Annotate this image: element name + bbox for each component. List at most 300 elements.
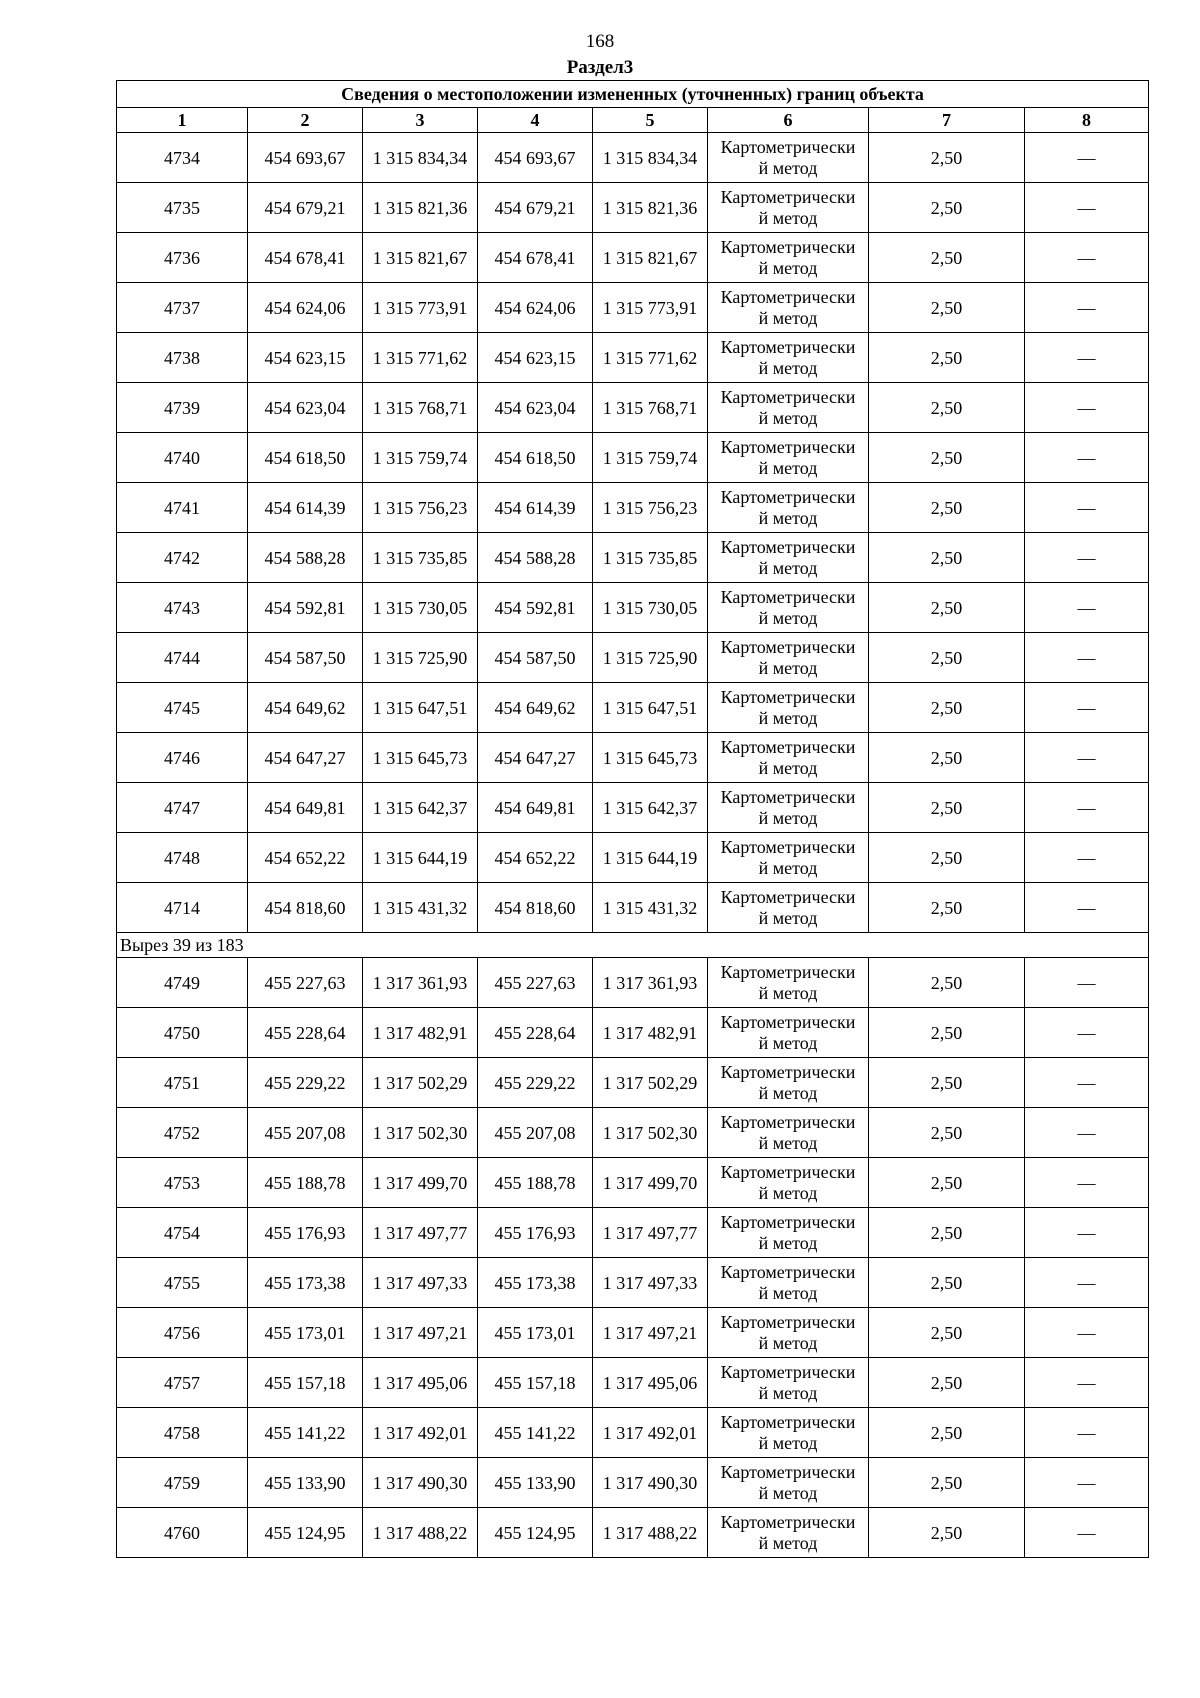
method-line-2: й метод xyxy=(758,907,818,928)
cell-x-old: 454 649,62 xyxy=(248,683,363,733)
cell-accuracy: 2,50 xyxy=(869,1258,1025,1308)
method-line-1: Картометрически xyxy=(720,1461,856,1482)
cell-x-new: 455 157,18 xyxy=(478,1358,593,1408)
cell-method xyxy=(708,1158,869,1208)
table-row xyxy=(117,183,1149,233)
method-line-2: й метод xyxy=(758,1282,818,1303)
cell-accuracy: 2,50 xyxy=(869,533,1025,583)
cell-y-new: 1 315 647,51 xyxy=(593,683,708,733)
method-line-2: й метод xyxy=(758,757,818,778)
method-line-2: й метод xyxy=(758,507,818,528)
cell-x-old: 455 207,08 xyxy=(248,1108,363,1158)
method-line-1: Картометрически xyxy=(720,1211,856,1232)
cell-note: — xyxy=(1025,958,1149,1008)
cell-note: — xyxy=(1025,833,1149,883)
method-line-2: й метод xyxy=(758,607,818,628)
cell-method xyxy=(708,283,869,333)
boundary-coordinates-table xyxy=(116,80,1149,1558)
cell-accuracy: 2,50 xyxy=(869,783,1025,833)
cell-y-old: 1 317 495,06 xyxy=(363,1358,478,1408)
cell-point: 4752 xyxy=(117,1108,248,1158)
cell-y-old: 1 315 645,73 xyxy=(363,733,478,783)
cell-accuracy: 2,50 xyxy=(869,1508,1025,1558)
method-line-1: Картометрически xyxy=(720,1061,856,1082)
cell-point: 4734 xyxy=(117,133,248,183)
cell-x-new: 455 173,38 xyxy=(478,1258,593,1308)
cell-x-new: 455 188,78 xyxy=(478,1158,593,1208)
section-title: Раздел3 xyxy=(566,57,634,78)
cell-method xyxy=(708,1258,869,1308)
cell-y-old: 1 315 647,51 xyxy=(363,683,478,733)
cell-accuracy: 2,50 xyxy=(869,1358,1025,1408)
table-row xyxy=(117,233,1149,283)
table-caption: Сведения о местоположении измененных (уточненных) границ объекта xyxy=(117,81,1149,108)
cell-y-old: 1 317 361,93 xyxy=(363,958,478,1008)
method-line-2: й метод xyxy=(758,307,818,328)
cell-y-new: 1 315 730,05 xyxy=(593,583,708,633)
cell-accuracy: 2,50 xyxy=(869,633,1025,683)
cell-point: 4759 xyxy=(117,1458,248,1508)
cell-y-old: 1 315 756,23 xyxy=(363,483,478,533)
column-number-row xyxy=(117,108,1149,133)
cell-note: — xyxy=(1025,483,1149,533)
cell-x-old: 454 649,81 xyxy=(248,783,363,833)
cell-y-old: 1 317 497,33 xyxy=(363,1258,478,1308)
cell-method xyxy=(708,533,869,583)
cell-y-old: 1 315 730,05 xyxy=(363,583,478,633)
cell-y-new: 1 317 502,29 xyxy=(593,1058,708,1108)
cell-y-new: 1 317 497,21 xyxy=(593,1308,708,1358)
cell-method xyxy=(708,333,869,383)
cell-point: 4714 xyxy=(117,883,248,933)
cell-accuracy: 2,50 xyxy=(869,433,1025,483)
cell-y-old: 1 315 759,74 xyxy=(363,433,478,483)
method-line-2: й метод xyxy=(758,982,818,1003)
cell-note: — xyxy=(1025,1258,1149,1308)
table-row xyxy=(117,483,1149,533)
page-number: 168 xyxy=(585,31,615,52)
cell-y-old: 1 315 644,19 xyxy=(363,833,478,883)
cell-x-new: 454 678,41 xyxy=(478,233,593,283)
method-line-2: й метод xyxy=(758,657,818,678)
method-line-2: й метод xyxy=(758,1382,818,1403)
cell-y-old: 1 315 773,91 xyxy=(363,283,478,333)
method-line-1: Картометрически xyxy=(720,436,856,457)
method-line-1: Картометрически xyxy=(720,886,856,907)
cell-x-old: 454 647,27 xyxy=(248,733,363,783)
column-number: 1 xyxy=(117,108,248,133)
cell-method xyxy=(708,1508,869,1558)
cell-x-new: 455 124,95 xyxy=(478,1508,593,1558)
cell-method xyxy=(708,733,869,783)
cell-note: — xyxy=(1025,583,1149,633)
cell-y-old: 1 317 490,30 xyxy=(363,1458,478,1508)
cell-point: 4741 xyxy=(117,483,248,533)
cell-y-new: 1 315 768,71 xyxy=(593,383,708,433)
cell-x-new: 454 649,62 xyxy=(478,683,593,733)
cell-accuracy: 2,50 xyxy=(869,233,1025,283)
cell-y-new: 1 317 361,93 xyxy=(593,958,708,1008)
table-row xyxy=(117,1358,1149,1408)
cell-x-new: 454 624,06 xyxy=(478,283,593,333)
method-line-2: й метод xyxy=(758,707,818,728)
method-line-2: й метод xyxy=(758,1432,818,1453)
method-line-1: Картометрически xyxy=(720,536,856,557)
method-line-1: Картометрически xyxy=(720,586,856,607)
cell-x-old: 455 188,78 xyxy=(248,1158,363,1208)
method-line-2: й метод xyxy=(758,1482,818,1503)
cell-point: 4748 xyxy=(117,833,248,883)
table-row xyxy=(117,283,1149,333)
method-line-1: Картометрически xyxy=(720,386,856,407)
cell-accuracy: 2,50 xyxy=(869,383,1025,433)
cell-note: — xyxy=(1025,133,1149,183)
cell-point: 4742 xyxy=(117,533,248,583)
method-line-1: Картометрически xyxy=(720,786,856,807)
cell-x-old: 454 588,28 xyxy=(248,533,363,583)
cell-note: — xyxy=(1025,1358,1149,1408)
cell-x-new: 455 227,63 xyxy=(478,958,593,1008)
cell-note: — xyxy=(1025,533,1149,583)
cell-x-new: 454 588,28 xyxy=(478,533,593,583)
cell-y-old: 1 315 821,67 xyxy=(363,233,478,283)
cell-method xyxy=(708,883,869,933)
cell-point: 4756 xyxy=(117,1308,248,1358)
cell-method xyxy=(708,183,869,233)
method-line-2: й метод xyxy=(758,1332,818,1353)
cell-x-new: 454 693,67 xyxy=(478,133,593,183)
cell-point: 4755 xyxy=(117,1258,248,1308)
table-row xyxy=(117,1408,1149,1458)
method-line-2: й метод xyxy=(758,207,818,228)
cell-x-new: 455 173,01 xyxy=(478,1308,593,1358)
cell-accuracy: 2,50 xyxy=(869,283,1025,333)
method-line-1: Картометрически xyxy=(720,1511,856,1532)
method-line-1: Картометрически xyxy=(720,186,856,207)
cell-y-new: 1 317 488,22 xyxy=(593,1508,708,1558)
cell-y-old: 1 317 499,70 xyxy=(363,1158,478,1208)
cell-method xyxy=(708,1008,869,1058)
cell-accuracy: 2,50 xyxy=(869,683,1025,733)
cell-y-new: 1 315 431,32 xyxy=(593,883,708,933)
cell-x-old: 454 652,22 xyxy=(248,833,363,883)
cell-method xyxy=(708,1408,869,1458)
method-line-2: й метод xyxy=(758,357,818,378)
cell-point: 4757 xyxy=(117,1358,248,1408)
cell-x-old: 455 157,18 xyxy=(248,1358,363,1408)
cell-x-old: 455 133,90 xyxy=(248,1458,363,1508)
method-line-1: Картометрически xyxy=(720,736,856,757)
method-line-1: Картометрически xyxy=(720,286,856,307)
table-body xyxy=(117,133,1149,1558)
cell-x-old: 454 818,60 xyxy=(248,883,363,933)
cell-method xyxy=(708,1058,869,1108)
method-line-1: Картометрически xyxy=(720,1161,856,1182)
method-line-1: Картометрически xyxy=(720,636,856,657)
cell-x-new: 454 587,50 xyxy=(478,633,593,683)
method-line-2: й метод xyxy=(758,1182,818,1203)
cell-note: — xyxy=(1025,783,1149,833)
cell-point: 4735 xyxy=(117,183,248,233)
cell-accuracy: 2,50 xyxy=(869,1058,1025,1108)
cell-point: 4754 xyxy=(117,1208,248,1258)
method-line-2: й метод xyxy=(758,157,818,178)
cell-x-new: 454 649,81 xyxy=(478,783,593,833)
method-line-1: Картометрически xyxy=(720,686,856,707)
table-row xyxy=(117,1508,1149,1558)
cell-note: — xyxy=(1025,383,1149,433)
cell-x-new: 455 141,22 xyxy=(478,1408,593,1458)
cell-accuracy: 2,50 xyxy=(869,1308,1025,1358)
table-row xyxy=(117,133,1149,183)
cell-y-old: 1 317 502,29 xyxy=(363,1058,478,1108)
cutout-label-row xyxy=(117,933,1149,958)
cell-method xyxy=(708,233,869,283)
cell-y-new: 1 315 756,23 xyxy=(593,483,708,533)
cell-accuracy: 2,50 xyxy=(869,133,1025,183)
cell-accuracy: 2,50 xyxy=(869,958,1025,1008)
cell-method xyxy=(708,1108,869,1158)
cell-accuracy: 2,50 xyxy=(869,1008,1025,1058)
table-row xyxy=(117,583,1149,633)
column-number: 5 xyxy=(593,108,708,133)
column-number: 8 xyxy=(1025,108,1149,133)
table-row xyxy=(117,783,1149,833)
cell-point: 4751 xyxy=(117,1058,248,1108)
cell-y-new: 1 317 497,33 xyxy=(593,1258,708,1308)
cell-point: 4737 xyxy=(117,283,248,333)
cell-point: 4745 xyxy=(117,683,248,733)
cell-y-new: 1 315 821,36 xyxy=(593,183,708,233)
cell-y-old: 1 315 642,37 xyxy=(363,783,478,833)
cell-note: — xyxy=(1025,733,1149,783)
method-line-1: Картометрически xyxy=(720,136,856,157)
cell-note: — xyxy=(1025,233,1149,283)
cell-y-new: 1 315 725,90 xyxy=(593,633,708,683)
cell-x-old: 454 679,21 xyxy=(248,183,363,233)
cell-y-old: 1 317 488,22 xyxy=(363,1508,478,1558)
cell-note: — xyxy=(1025,333,1149,383)
cell-y-new: 1 315 821,67 xyxy=(593,233,708,283)
cell-method xyxy=(708,1308,869,1358)
cell-note: — xyxy=(1025,1108,1149,1158)
cell-note: — xyxy=(1025,1208,1149,1258)
cell-accuracy: 2,50 xyxy=(869,1158,1025,1208)
cell-x-old: 454 623,04 xyxy=(248,383,363,433)
method-line-2: й метод xyxy=(758,1532,818,1553)
method-line-1: Картометрически xyxy=(720,1311,856,1332)
cell-x-old: 454 693,67 xyxy=(248,133,363,183)
cell-x-old: 454 678,41 xyxy=(248,233,363,283)
cell-x-old: 455 228,64 xyxy=(248,1008,363,1058)
cell-method xyxy=(708,433,869,483)
column-number: 4 xyxy=(478,108,593,133)
cell-accuracy: 2,50 xyxy=(869,883,1025,933)
cell-x-old: 454 592,81 xyxy=(248,583,363,633)
method-line-2: й метод xyxy=(758,807,818,828)
cell-y-old: 1 317 482,91 xyxy=(363,1008,478,1058)
method-line-2: й метод xyxy=(758,1232,818,1253)
cell-x-old: 455 124,95 xyxy=(248,1508,363,1558)
table-row xyxy=(117,683,1149,733)
cell-accuracy: 2,50 xyxy=(869,183,1025,233)
cell-y-new: 1 315 759,74 xyxy=(593,433,708,483)
method-line-2: й метод xyxy=(758,257,818,278)
table-row xyxy=(117,333,1149,383)
cell-y-old: 1 315 735,85 xyxy=(363,533,478,583)
cell-x-new: 454 592,81 xyxy=(478,583,593,633)
cell-note: — xyxy=(1025,633,1149,683)
cell-x-new: 455 228,64 xyxy=(478,1008,593,1058)
cell-accuracy: 2,50 xyxy=(869,1458,1025,1508)
cell-note: — xyxy=(1025,1408,1149,1458)
column-number: 2 xyxy=(248,108,363,133)
table-row xyxy=(117,1308,1149,1358)
cell-accuracy: 2,50 xyxy=(869,1108,1025,1158)
method-line-1: Картометрически xyxy=(720,1261,856,1282)
cell-method xyxy=(708,633,869,683)
cell-point: 4758 xyxy=(117,1408,248,1458)
cell-y-old: 1 315 834,34 xyxy=(363,133,478,183)
cell-note: — xyxy=(1025,1008,1149,1058)
cell-y-old: 1 317 492,01 xyxy=(363,1408,478,1458)
cell-x-new: 454 618,50 xyxy=(478,433,593,483)
cell-x-old: 454 618,50 xyxy=(248,433,363,483)
cell-accuracy: 2,50 xyxy=(869,833,1025,883)
method-line-2: й метод xyxy=(758,1082,818,1103)
cell-x-new: 454 614,39 xyxy=(478,483,593,533)
cell-point: 4760 xyxy=(117,1508,248,1558)
method-line-1: Картометрически xyxy=(720,961,856,982)
cell-point: 4739 xyxy=(117,383,248,433)
cell-y-old: 1 315 771,62 xyxy=(363,333,478,383)
cell-x-new: 454 623,15 xyxy=(478,333,593,383)
method-line-1: Картометрически xyxy=(720,1411,856,1432)
cell-method xyxy=(708,783,869,833)
cell-point: 4746 xyxy=(117,733,248,783)
method-line-2: й метод xyxy=(758,457,818,478)
cell-note: — xyxy=(1025,1508,1149,1558)
cell-point: 4753 xyxy=(117,1158,248,1208)
table-caption-row xyxy=(117,81,1149,108)
cell-point: 4749 xyxy=(117,958,248,1008)
cell-x-new: 454 818,60 xyxy=(478,883,593,933)
method-line-2: й метод xyxy=(758,407,818,428)
method-line-2: й метод xyxy=(758,1032,818,1053)
cell-y-new: 1 317 502,30 xyxy=(593,1108,708,1158)
cell-point: 4747 xyxy=(117,783,248,833)
cell-method xyxy=(708,583,869,633)
cell-y-old: 1 317 497,21 xyxy=(363,1308,478,1358)
column-number: 3 xyxy=(363,108,478,133)
cell-x-old: 454 623,15 xyxy=(248,333,363,383)
column-number: 6 xyxy=(708,108,869,133)
method-line-1: Картометрически xyxy=(720,836,856,857)
method-line-1: Картометрически xyxy=(720,336,856,357)
column-number: 7 xyxy=(869,108,1025,133)
cell-x-old: 454 614,39 xyxy=(248,483,363,533)
cell-x-old: 454 624,06 xyxy=(248,283,363,333)
table-row xyxy=(117,1458,1149,1508)
cell-y-new: 1 317 497,77 xyxy=(593,1208,708,1258)
table-row xyxy=(117,633,1149,683)
cell-x-new: 454 652,22 xyxy=(478,833,593,883)
cell-x-old: 455 173,38 xyxy=(248,1258,363,1308)
table-row xyxy=(117,958,1149,1008)
cell-x-old: 455 229,22 xyxy=(248,1058,363,1108)
method-line-1: Картометрически xyxy=(720,1011,856,1032)
table-row xyxy=(117,1158,1149,1208)
cell-accuracy: 2,50 xyxy=(869,583,1025,633)
cell-x-old: 455 227,63 xyxy=(248,958,363,1008)
cell-x-new: 454 623,04 xyxy=(478,383,593,433)
cell-y-old: 1 315 821,36 xyxy=(363,183,478,233)
cell-y-new: 1 315 771,62 xyxy=(593,333,708,383)
cell-x-new: 455 229,22 xyxy=(478,1058,593,1108)
cell-point: 4750 xyxy=(117,1008,248,1058)
cell-x-new: 455 133,90 xyxy=(478,1458,593,1508)
cutout-label: Вырез 39 из 183 xyxy=(117,933,1149,958)
cell-method xyxy=(708,1358,869,1408)
cell-note: — xyxy=(1025,1158,1149,1208)
cell-y-new: 1 317 492,01 xyxy=(593,1408,708,1458)
cell-y-old: 1 317 497,77 xyxy=(363,1208,478,1258)
cell-note: — xyxy=(1025,1458,1149,1508)
cell-y-old: 1 315 725,90 xyxy=(363,633,478,683)
cell-accuracy: 2,50 xyxy=(869,733,1025,783)
cell-note: — xyxy=(1025,1308,1149,1358)
cell-accuracy: 2,50 xyxy=(869,483,1025,533)
cell-y-new: 1 315 773,91 xyxy=(593,283,708,333)
cell-x-old: 454 587,50 xyxy=(248,633,363,683)
cell-point: 4738 xyxy=(117,333,248,383)
cell-method xyxy=(708,1208,869,1258)
table-row xyxy=(117,383,1149,433)
cell-x-new: 455 176,93 xyxy=(478,1208,593,1258)
cell-accuracy: 2,50 xyxy=(869,333,1025,383)
cell-accuracy: 2,50 xyxy=(869,1408,1025,1458)
cell-y-new: 1 317 490,30 xyxy=(593,1458,708,1508)
cell-note: — xyxy=(1025,683,1149,733)
cell-x-new: 454 679,21 xyxy=(478,183,593,233)
cell-note: — xyxy=(1025,433,1149,483)
cell-x-new: 454 647,27 xyxy=(478,733,593,783)
cell-y-new: 1 315 834,34 xyxy=(593,133,708,183)
table-row xyxy=(117,833,1149,883)
table-row xyxy=(117,533,1149,583)
cell-y-old: 1 317 502,30 xyxy=(363,1108,478,1158)
cell-note: — xyxy=(1025,283,1149,333)
cell-x-old: 455 173,01 xyxy=(248,1308,363,1358)
table-row xyxy=(117,1058,1149,1108)
cell-x-old: 455 141,22 xyxy=(248,1408,363,1458)
cell-note: — xyxy=(1025,883,1149,933)
table-row xyxy=(117,1108,1149,1158)
table-row xyxy=(117,733,1149,783)
cell-method xyxy=(708,383,869,433)
method-line-1: Картометрически xyxy=(720,1111,856,1132)
cell-y-old: 1 315 431,32 xyxy=(363,883,478,933)
cell-method xyxy=(708,133,869,183)
method-line-1: Картометрически xyxy=(720,486,856,507)
method-line-2: й метод xyxy=(758,1132,818,1153)
cell-method xyxy=(708,683,869,733)
cell-y-new: 1 315 645,73 xyxy=(593,733,708,783)
table-row xyxy=(117,883,1149,933)
cell-method xyxy=(708,958,869,1008)
table-row xyxy=(117,1008,1149,1058)
table-row xyxy=(117,433,1149,483)
